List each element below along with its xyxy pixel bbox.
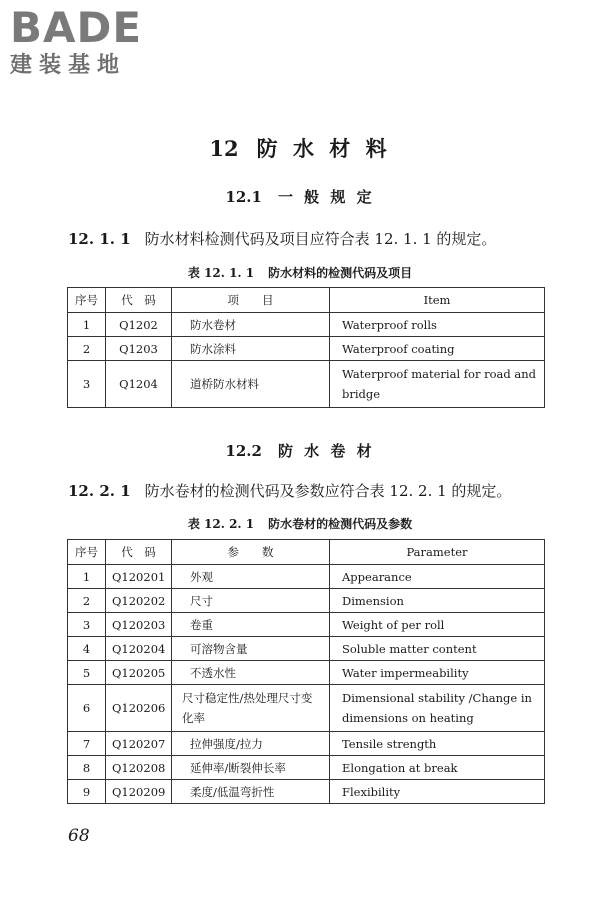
section-number: 12.1 (225, 188, 262, 206)
table-12-2-1-caption (0, 515, 600, 532)
table-row (68, 756, 545, 780)
cell-seq: 2 (68, 337, 106, 361)
cell-seq: 1 (68, 565, 106, 589)
table-row (68, 637, 545, 661)
cell-name: 外观 (172, 565, 330, 589)
cell-name: 可溶物含量 (172, 637, 330, 661)
cell-name: 尺寸稳定性/热处理尺寸变化率 (172, 685, 330, 732)
cell-name: 拉伸强度/拉力 (172, 732, 330, 756)
cell-name-en: Flexibility (330, 780, 545, 804)
cell-code: Q120204 (106, 637, 172, 661)
cell-name-en: Waterproof material for road and bridge (330, 361, 545, 408)
logo-wordmark: BADE (10, 3, 143, 52)
header-parameter-en: Parameter (330, 540, 545, 565)
table-row (68, 589, 545, 613)
table-row (68, 361, 545, 408)
cell-seq: 7 (68, 732, 106, 756)
section-12-1-heading (0, 186, 600, 207)
cell-code: Q1203 (106, 337, 172, 361)
cell-code: Q1202 (106, 313, 172, 337)
table-caption-title: 防水材料的检测代码及项目 (268, 266, 413, 280)
header-seq: 序号 (68, 540, 106, 565)
cell-name: 防水卷材 (172, 313, 330, 337)
table-caption-title: 防水卷材的检测代码及参数 (268, 517, 413, 531)
header-code: 代 码 (106, 540, 172, 565)
cell-name: 卷重 (172, 613, 330, 637)
table-row (68, 780, 545, 804)
cell-seq: 1 (68, 313, 106, 337)
section-12-2-heading (0, 440, 600, 461)
cell-name: 延伸率/断裂伸长率 (172, 756, 330, 780)
header-item-en: Item (330, 288, 545, 313)
cell-name-en: Dimension (330, 589, 545, 613)
cell-name-en: Waterproof rolls (330, 313, 545, 337)
clause-12-1-1 (68, 228, 568, 249)
cell-name: 道桥防水材料 (172, 361, 330, 408)
cell-seq: 3 (68, 361, 106, 408)
cell-name-en: Soluble matter content (330, 637, 545, 661)
cell-name-en: Tensile strength (330, 732, 545, 756)
table-12-1-1 (67, 287, 545, 408)
cell-seq: 4 (68, 637, 106, 661)
cell-code: Q120206 (106, 685, 172, 732)
table-12-2-1 (67, 539, 545, 804)
cell-code: Q120207 (106, 732, 172, 756)
cell-name: 尺寸 (172, 589, 330, 613)
chapter-title-text: 防 水 材 料 (256, 136, 391, 161)
table-caption-number: 表 12. 1. 1 (187, 266, 255, 280)
table-row (68, 613, 545, 637)
cell-seq: 5 (68, 661, 106, 685)
cell-code: Q120208 (106, 756, 172, 780)
chapter-title (0, 133, 600, 163)
header-parameter: 参 数 (172, 540, 330, 565)
cell-name-en: Water impermeability (330, 661, 545, 685)
brand-logo (10, 3, 180, 80)
cell-name-en: Waterproof coating (330, 337, 545, 361)
cell-code: Q120205 (106, 661, 172, 685)
cell-code: Q1204 (106, 361, 172, 408)
table-row (68, 661, 545, 685)
table-row (68, 565, 545, 589)
table-header-row (68, 540, 545, 565)
table-row (68, 313, 545, 337)
cell-seq: 8 (68, 756, 106, 780)
cell-code: Q120202 (106, 589, 172, 613)
section-title: 一 般 规 定 (277, 188, 375, 206)
cell-seq: 3 (68, 613, 106, 637)
clause-text: 防水材料检测代码及项目应符合表 12. 1. 1 的规定。 (144, 230, 497, 248)
cell-code: Q120201 (106, 565, 172, 589)
table-row (68, 685, 545, 732)
cell-name-en: Elongation at break (330, 756, 545, 780)
clause-text: 防水卷材的检测代码及参数应符合表 12. 2. 1 的规定。 (144, 482, 512, 500)
clause-number: 12. 2. 1 (68, 482, 131, 500)
cell-name-en: Weight of per roll (330, 613, 545, 637)
table-row (68, 337, 545, 361)
section-title: 防 水 卷 材 (277, 442, 375, 460)
chapter-number: 12 (209, 136, 239, 161)
table-header-row (68, 288, 545, 313)
clause-12-2-1 (68, 480, 568, 501)
cell-name-en: Appearance (330, 565, 545, 589)
header-seq: 序号 (68, 288, 106, 313)
page-number: 68 (68, 826, 90, 846)
cell-seq: 2 (68, 589, 106, 613)
table-row (68, 732, 545, 756)
header-code: 代 码 (106, 288, 172, 313)
cell-seq: 9 (68, 780, 106, 804)
header-item: 项 目 (172, 288, 330, 313)
cell-seq: 6 (68, 685, 106, 732)
table-12-1-1-caption (0, 264, 600, 281)
cell-code: Q120203 (106, 613, 172, 637)
section-number: 12.2 (225, 442, 262, 460)
logo-subtitle: 建装基地 (10, 53, 127, 78)
cell-name-en: Dimensional stability /Change in dimensions on heating (330, 685, 545, 732)
cell-code: Q120209 (106, 780, 172, 804)
cell-name: 柔度/低温弯折性 (172, 780, 330, 804)
cell-name: 不透水性 (172, 661, 330, 685)
cell-name: 防水涂料 (172, 337, 330, 361)
table-caption-number: 表 12. 2. 1 (187, 517, 255, 531)
clause-number: 12. 1. 1 (68, 230, 131, 248)
